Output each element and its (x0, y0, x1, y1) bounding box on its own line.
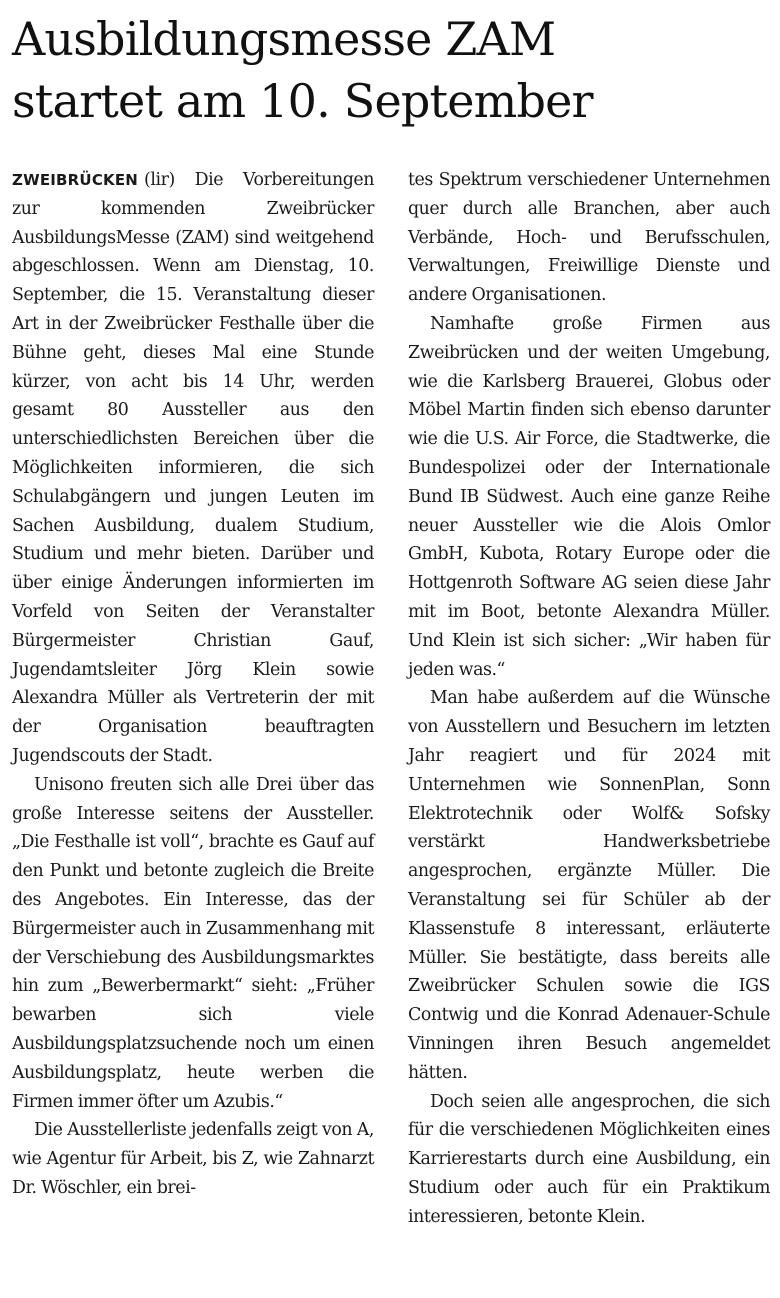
paragraph-3: Die Ausstellerliste jedenfalls zeigt von A, wie Agentur für Arbeit, bis Z, wie Zahnarzt Dr. Wöschler, ein brei- (12, 1120, 374, 1198)
paragraph-6: Doch seien alle angesprochen, die sich für die verschiedenen Möglichkeiten eines Karrierestarts durch eine Ausbildung, ein Studium oder auch für ein Praktikum interessieren, betonte Klein. (408, 1091, 770, 1227)
headline (12, 8, 772, 132)
paragraph-5: Man habe außerdem auf die Wünsche von Ausstellern und Besuchern im letzten Jahr reagiert und für 2024 mit Unternehmen wie SonnenPlan, Sonn Elektrotechnik oder Wolf& Sofsky verstärkt Handwerksbetriebe angesprochen, ergänzte Müller. Die Veranstaltung sei für Schüler ab der Klassenstufe 8 interessant, erläuterte Müller. Sie bestätigte, dass bereits alle Zweibrücker Schulen sowie die IGS Contwig und die Konrad Adenauer-Schule Vinningen ihren Besuch angemeldet hätten. (408, 688, 770, 1083)
paragraph-2: Unisono freuten sich alle Drei über das große Interesse seitens der Aussteller. „Die Festhalle ist voll“, brachte es Gauf auf den Punkt und betonte zugleich die Breite des Angebotes. Ein Interesse, das der Bürgermeister auch in Zusammenhang mit der Verschiebung des Ausbildungsmarktes hin zum „Bewerbermarkt“ sieht: „Früher bewarben sich viele Ausbildungsplatzsuchende noch um einen Ausbildungsplatz, heute werben die Firmen immer öfter um Azubis.“ (12, 774, 374, 1112)
dateline: ZWEIBRÜCKEN (12, 171, 139, 189)
column-right (408, 166, 770, 1231)
paragraph-3-continued: tes Spektrum verschiedener Unternehmen quer durch alle Branchen, aber auch Verbände, Hoch- und Berufsschulen, Verwaltungen, Freiwillige Dienste und andere Organisationen. (408, 170, 770, 306)
headline-line-1: Ausbildungsmesse ZAM (12, 12, 556, 66)
column-left (12, 166, 374, 1203)
paragraph-1-text: (lir) Die Vorbereitungen zur kommenden Zweibrücker AusbildungsMesse (ZAM) sind weitgehend abgeschlossen. Wenn am Dienstag, 10. September, die 15. Veranstaltung dieser Art in der Zweibrücker Festhalle über die Bühne geht, dieses Mal eine Stunde kürzer, von acht bis 14 Uhr, werden gesamt 80 Aussteller aus den unterschiedlichsten Bereichen über die Möglichkeiten informieren, die sich Schulabgängern und jungen Leuten im Sachen Ausbildung, dualem Studium, Studium und mehr bieten. Darüber und über einige Änderungen informierten im Vorfeld von Seiten der Veranstalter Bürgermeister Christian Gauf, Jugendamtsleiter Jörg Klein sowie Alexandra Müller als Vertreterin der mit der Organisation beauftragten Jugendscouts der Stadt. (12, 170, 374, 766)
headline-line-2: startet am 10. September (12, 74, 593, 128)
paragraph-1 (12, 166, 374, 771)
paragraph-4: Namhafte große Firmen aus Zweibrücken und der weiten Umgebung, wie die Karlsberg Brauerei, Globus oder Möbel Martin finden sich ebenso darunter wie die U.S. Air Force, die Stadtwerke, die Bundespolizei oder der Internationale Bund IB Südwest. Auch eine ganze Reihe neuer Aussteller wie die Alois Omlor GmbH, Kubota, Rotary Europe oder die Hottgenroth Software AG seien diese Jahr mit im Boot, betonte Alexandra Müller. Und Klein ist sich sicher: „Wir haben für jeden was.“ (408, 313, 770, 680)
